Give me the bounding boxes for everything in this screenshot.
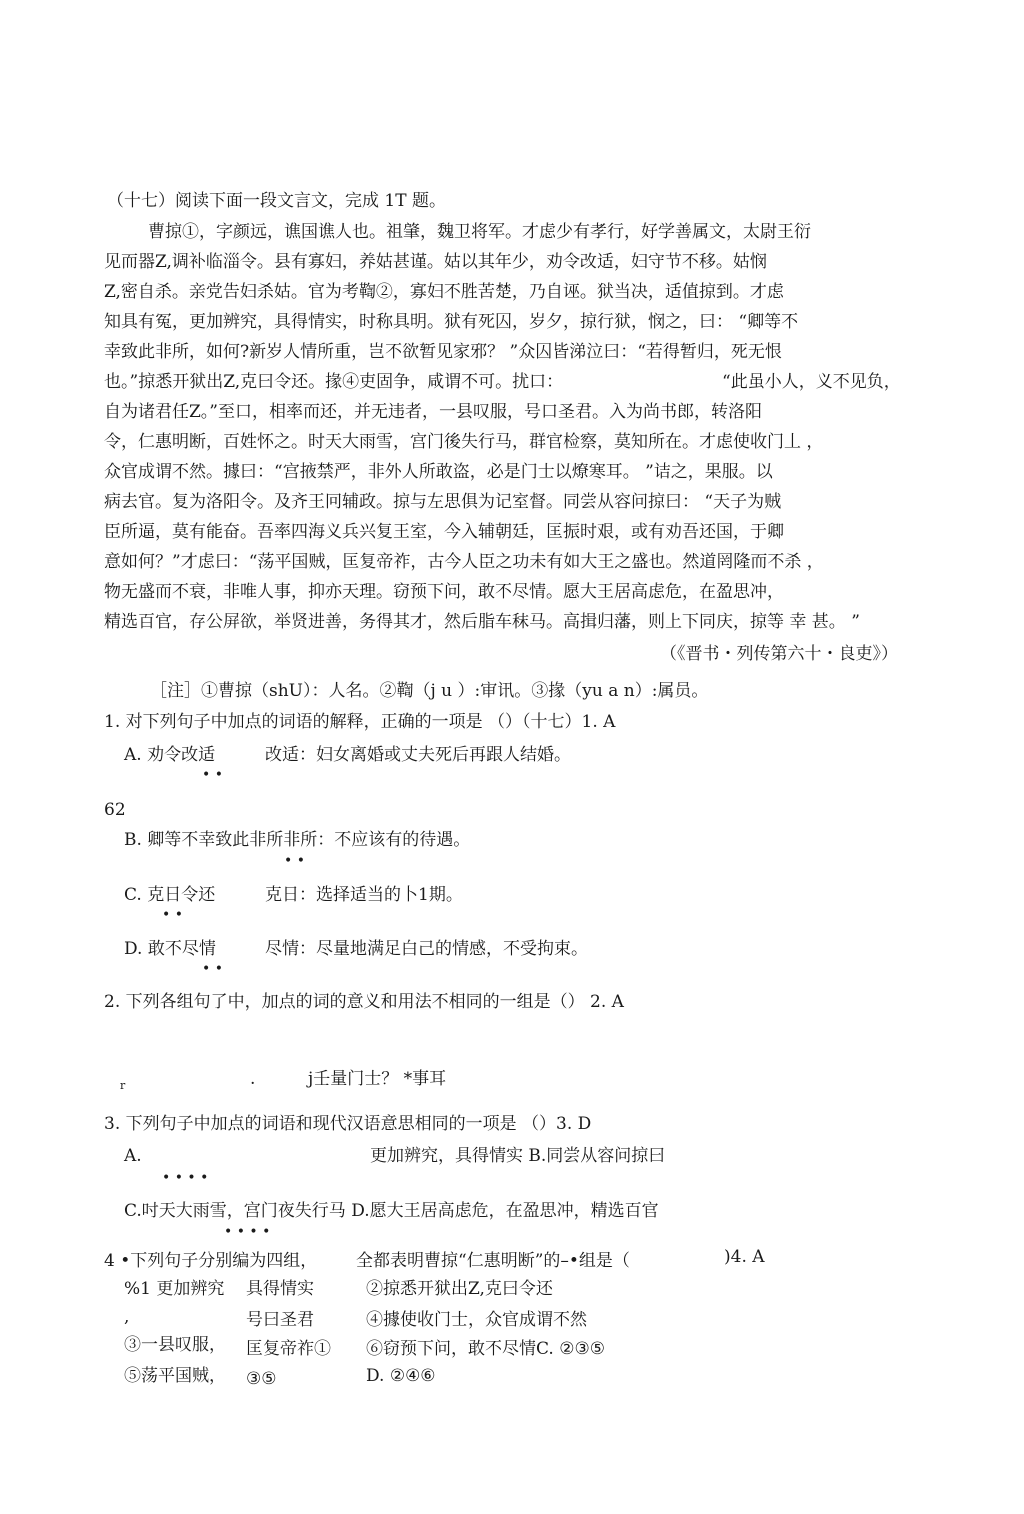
question-4-stem: 4 •下列句子分别编为四组， bbox=[104, 1251, 318, 1271]
emphasis-dots: • • bbox=[202, 961, 223, 977]
passage-line: 曹掠①，字颜远，谯国谯人也。祖肇，魏卫将军。才虑少有孝行，好学善属文，太尉王衍 bbox=[148, 222, 811, 242]
passage-line: 见而器Z,调补临淄令。县有寡妇，养姑甚谨。姑以其年少，劝令改适，妇守节不移。姑悯 bbox=[104, 252, 767, 272]
q1-option-a-phrase: A. 劝令改适 bbox=[124, 745, 216, 765]
q4-item: 具得情实 bbox=[246, 1279, 314, 1299]
q3-option-a-b: 更加辨究，具得情实 B.同尝从容问掠曰 bbox=[370, 1146, 666, 1166]
passage-line: 意如何？”才虑曰：“荡平国贼，匡复帝祚，古今人臣之功未有如大王之盛也。然道罔隆而不杀 ， bbox=[104, 552, 824, 572]
passage-line: 令，仁惠明断，百姓怀之。时天大雨雪，宫门後失行马，群官检察，莫知所在。才虑使收门丄 ， bbox=[104, 432, 824, 452]
question-2-stem: 2. 下列各组句了中，加点的词的意义和用法不相同的一组是（） 2. A bbox=[104, 992, 624, 1012]
q4-item: ③⑤ bbox=[246, 1369, 277, 1389]
passage-line: 知具有冤，更加辨究，具得情实，时称具明。狱有死囚，岁夕，掠行狱，悯之，曰： “卿等不 bbox=[104, 312, 799, 332]
q4-item: 匡复帝祚① bbox=[246, 1339, 331, 1359]
emphasis-dots: • • bbox=[284, 853, 305, 869]
emphasis-dots: • • • • bbox=[162, 1170, 209, 1186]
emphasis-dots: • • bbox=[162, 907, 183, 923]
passage-line: 臣所逼，莫有能奋。吾率四海义兵兴复王室，今入辅朝廷，匡振时艰，或有劝吾还国，于卿 bbox=[104, 522, 784, 542]
emphasis-dots: • • bbox=[202, 767, 223, 783]
q4-item: ②掠悉开狱出Z,克曰令还 bbox=[366, 1279, 553, 1299]
q1-option-a-gloss: 改适：妇女离婚或丈夫死后再跟人结婚。 bbox=[265, 745, 571, 765]
q2-fragment: j壬量门士？ *事耳 bbox=[308, 1069, 447, 1089]
question-1-stem: 1. 对下列句子中加点的词语的解释，正确的一项是 （）（十七）1. A bbox=[104, 712, 616, 732]
footnote: ［注］①曹掠（shU）：人名。②鞫（j u ）:审讯。③掾（yu a n）:属员。 bbox=[150, 681, 709, 701]
passage-line: 也。”掠悉开狱出Z,克曰令还。掾④吏固争，咸谓不可。扰口： bbox=[104, 372, 564, 392]
passage-line: “此虽小人，义不见负， bbox=[722, 372, 901, 392]
source-citation: （《晋书・列传第六十・良吏》） bbox=[660, 644, 898, 664]
passage-line: 幸致此非所，如何?新岁人情所重，岂不欲暂见家邪？ ”众囚皆涕泣曰：“若得暂归，死无恨 bbox=[104, 342, 782, 362]
page-number: 62 bbox=[104, 800, 126, 820]
emphasis-dots: • • • • bbox=[224, 1224, 271, 1240]
section-heading: （十七）阅读下面一段文言文，完成 1T 题。 bbox=[107, 191, 446, 211]
q1-option-b: B. 卿等不幸致此非所非所：不应该有的待遇。 bbox=[124, 830, 471, 850]
q2-fragment: . bbox=[250, 1069, 256, 1089]
q3-option-a-label: A. bbox=[124, 1146, 142, 1166]
passage-line: 物无盛而不衰，非唯人事，抑亦天理。窃预下问，敢不尽情。愿大王居高虑危，在盈思冲， bbox=[104, 582, 784, 602]
q2-fragment: r bbox=[120, 1079, 126, 1092]
q1-option-d-gloss: 尽情：尽量地满足白己的情感，不受拘束。 bbox=[265, 939, 588, 959]
q4-item: , bbox=[124, 1307, 130, 1327]
q4-item: ⑥窃预下问，敢不尽情C. ②③⑤ bbox=[366, 1339, 605, 1359]
passage-line: 众官成谓不然。據曰：“宫掖禁严，非外人所敢盗，必是门士以燎寒耳。 ”诘之，果服。以 bbox=[104, 462, 773, 482]
q1-option-d-phrase: D. 敢不尽情 bbox=[124, 939, 216, 959]
q3-option-c-d: C.吋天大雨雪，宫门夜失行马 D.愿大王居高虑危，在盈思冲，精选百官 bbox=[124, 1201, 659, 1221]
question-4-stem: 全都表明曹掠“仁惠明断”的–•组是（ bbox=[356, 1251, 630, 1271]
q4-item: ③一县叹服， bbox=[124, 1335, 226, 1355]
q4-item: ④據使收门士，众官成谓不然 bbox=[366, 1310, 587, 1330]
q4-item: %1 更加辨究 bbox=[124, 1279, 225, 1299]
q1-option-c-gloss: 克日：选择适当的卜1期。 bbox=[265, 885, 463, 905]
passage-line: 病去官。复为洛阳令。及齐王冋辅政。掠与左思俱为记室督。同尝从容问掠曰： “天子为贼 bbox=[104, 492, 782, 512]
question-4-answer: )4. A bbox=[724, 1247, 765, 1267]
passage-line: Z,密自杀。亲党告妇杀姑。官为考鞫②，寡妇不胜苦楚，乃自诬。狱当决，适值掠到。才虑 bbox=[104, 282, 784, 302]
q1-option-c-phrase: C. 克日令还 bbox=[124, 885, 216, 905]
passage-line: 精选百官，存公屏欲，举贤进善，务得其才，然后脂车秣马。高揖归藩，则上下同庆，掠等 幸 甚。 ” bbox=[104, 612, 860, 632]
question-3-stem: 3. 下列句子中加点的词语和现代汉语意思相同的一项是 （）3. D bbox=[104, 1114, 592, 1134]
q4-item: ⑤荡平国贼， bbox=[124, 1366, 226, 1386]
q4-item: D. ②④⑥ bbox=[366, 1366, 436, 1386]
passage-line: 自为诸君任Z。”至口，相率而还，并无违者，一县叹服，号口圣君。入为尚书郎，转洛阳 bbox=[104, 402, 763, 422]
q4-item: 号曰圣君 bbox=[246, 1310, 314, 1330]
